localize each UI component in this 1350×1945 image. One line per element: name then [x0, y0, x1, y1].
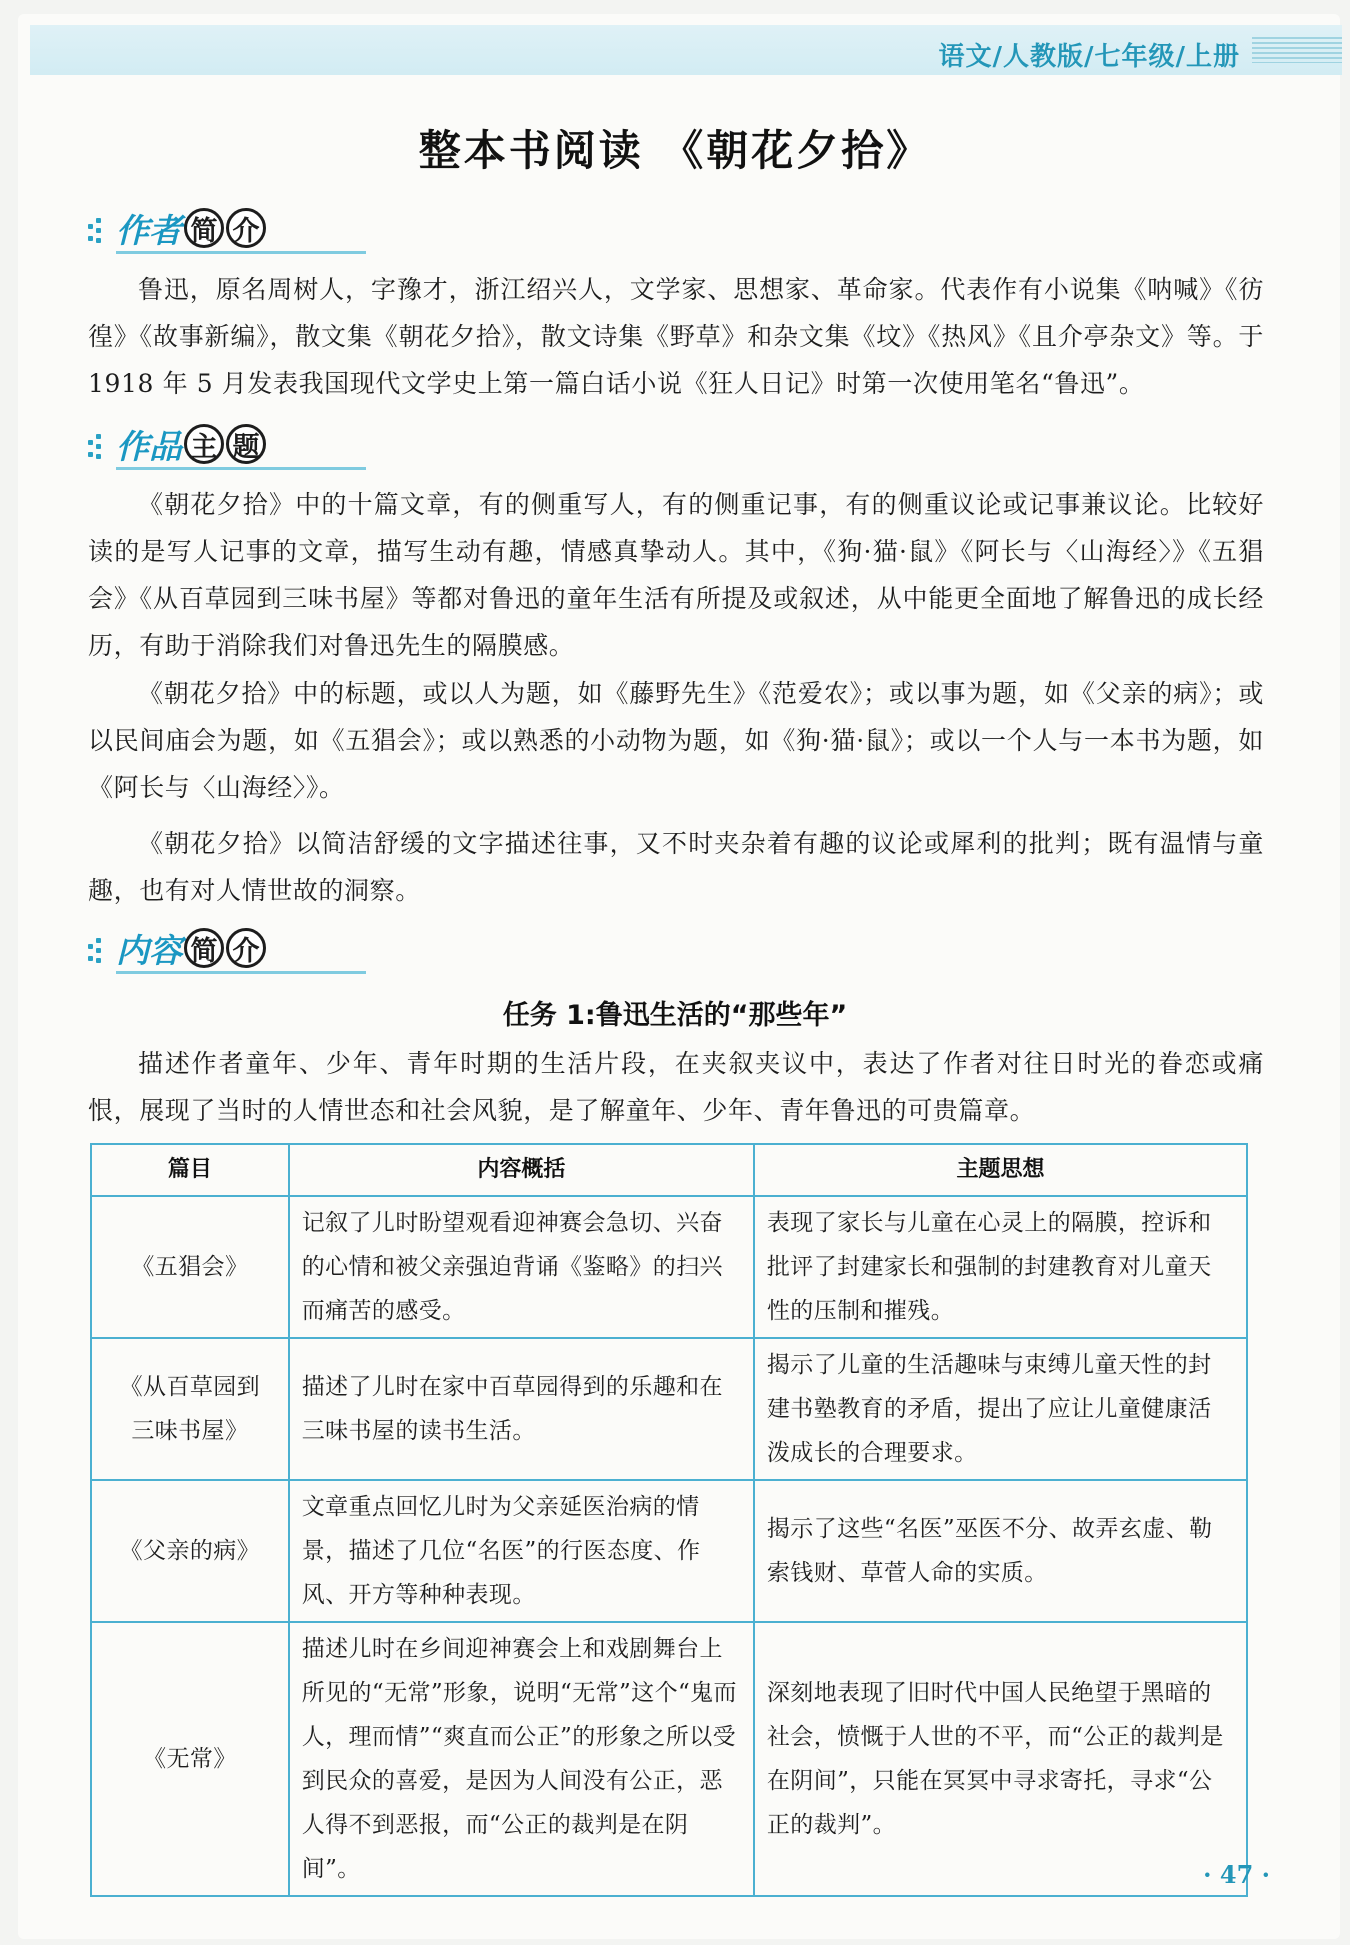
section-circle-char: 介 — [226, 928, 266, 968]
section-title: 作者 — [116, 210, 182, 250]
table-header-cell: 主题思想 — [754, 1144, 1247, 1196]
table-cell-title: 《无常》 — [91, 1622, 289, 1896]
table-cell-theme: 表现了家长与儿童在心灵上的隔膜，控诉和批评了封建家长和强制的封建教育对儿童天性的压制和摧残。 — [754, 1196, 1247, 1338]
table-cell-title: 《父亲的病》 — [91, 1480, 289, 1622]
page-number: · 47 · — [1203, 1860, 1270, 1889]
section-title: 内容 — [116, 930, 182, 970]
section-circle-char: 简 — [184, 208, 224, 248]
section-circle-char: 题 — [226, 424, 266, 464]
table-header-row — [91, 1144, 1247, 1196]
section-circle-char: 介 — [226, 208, 266, 248]
section-marker-icon — [88, 930, 110, 966]
task-title: 任务 1:鲁迅生活的“那些年” — [502, 1000, 848, 1031]
works-table — [90, 1143, 1248, 1897]
section-title: 作品 — [116, 426, 182, 466]
task-intro-paragraph: 描述作者童年、少年、青年时期的生活片段，在夹叙夹议中，表达了作者对往日时光的眷恋或痛恨，展现了当时的人情世态和社会风貌，是了解童年、少年、青年鲁迅的可贵篇章。 — [88, 1049, 1264, 1125]
section-theme-heading — [88, 416, 266, 472]
section-underline — [116, 251, 366, 254]
table-row — [91, 1480, 1247, 1622]
table-cell-title: 《从百草园到三味书屋》 — [91, 1338, 289, 1480]
section-author-heading — [88, 200, 266, 256]
table-cell-summary: 记叙了儿时盼望观看迎神赛会急切、兴奋的心情和被父亲强迫背诵《鉴略》的扫兴而痛苦的感受。 — [289, 1196, 754, 1338]
table-cell-summary: 描述儿时在乡间迎神赛会上和戏剧舞台上所见的“无常”形象，说明“无常”这个“鬼而人，理而情”“爽直而公正”的形象之所以受到民众的喜爱，是因为人间没有公正，恶人得不到恶报，而“公正的裁判是在阴间”。 — [289, 1622, 754, 1896]
table-cell-title: 《五猖会》 — [91, 1196, 289, 1338]
table-row — [91, 1338, 1247, 1480]
table-row — [91, 1196, 1247, 1338]
table-header-cell: 内容概括 — [289, 1144, 754, 1196]
theme-paragraph-1: 《朝花夕拾》中的十篇文章，有的侧重写人，有的侧重记事，有的侧重议论或记事兼议论。比较好读的是写人记事的文章，描写生动有趣，情感真挚动人。其中，《狗·猫·鼠》《阿长与〈山海经〉》《五猖会》《从百草园到三味书屋》等都对鲁迅的童年生活有所提及或叙述，从中能更全面地了解鲁迅的成长经历，有助于消除我们对鲁迅先生的隔膜感。 — [88, 490, 1264, 660]
section-underline — [116, 467, 366, 470]
header-stripes — [1252, 37, 1342, 63]
theme-paragraph-2: 《朝花夕拾》中的标题，或以人为题，如《藤野先生》《范爱农》；或以事为题，如《父亲的病》；或以民间庙会为题，如《五猖会》；或以熟悉的小动物为题，如《狗·猫·鼠》；或以一个人与一本书为题，如《阿长与〈山海经〉》。 — [88, 679, 1264, 802]
table-row — [91, 1622, 1247, 1896]
section-marker-icon — [88, 426, 110, 462]
section-content-heading — [88, 920, 266, 976]
table-cell-theme: 揭示了儿童的生活趣味与束缚儿童天性的封建书塾教育的矛盾，提出了应让儿童健康活泼成长的合理要求。 — [754, 1338, 1247, 1480]
table-header-cell: 篇目 — [91, 1144, 289, 1196]
theme-paragraph-3: 《朝花夕拾》以简洁舒缓的文字描述往事，又不时夹杂着有趣的议论或犀利的批判；既有温情与童趣，也有对人情世故的洞察。 — [88, 829, 1264, 905]
section-circle-char: 简 — [184, 928, 224, 968]
table-cell-theme: 揭示了这些“名医”巫医不分、故弄玄虚、勒索钱财、草菅人命的实质。 — [754, 1480, 1247, 1622]
table-cell-theme: 深刻地表现了旧时代中国人民绝望于黑暗的社会，愤慨于人世的不平，而“公正的裁判是在阴间”，只能在冥冥中寻求寄托，寻求“公正的裁判”。 — [754, 1622, 1247, 1896]
header-label: 语文/人教版/七年级/上册 — [938, 42, 1240, 72]
section-circle-char: 主 — [184, 424, 224, 464]
section-underline — [116, 971, 366, 974]
page-title: 整本书阅读 《朝花夕拾》 — [418, 126, 932, 175]
section-marker-icon — [88, 210, 110, 246]
author-intro-paragraph: 鲁迅，原名周树人，字豫才，浙江绍兴人，文学家、思想家、革命家。代表作有小说集《呐喊》《彷徨》《故事新编》，散文集《朝花夕拾》，散文诗集《野草》和杂文集《坟》《热风》《且介亭杂文》等。于 1918 年 5 月发表我国现代文学史上第一篇白话小说《狂人日记》时第一次使用笔名“鲁迅”。 — [88, 275, 1264, 398]
table-cell-summary: 描述了儿时在家中百草园得到的乐趣和在三味书屋的读书生活。 — [289, 1338, 754, 1480]
table-cell-summary: 文章重点回忆儿时为父亲延医治病的情景，描述了几位“名医”的行医态度、作风、开方等种种表现。 — [289, 1480, 754, 1622]
